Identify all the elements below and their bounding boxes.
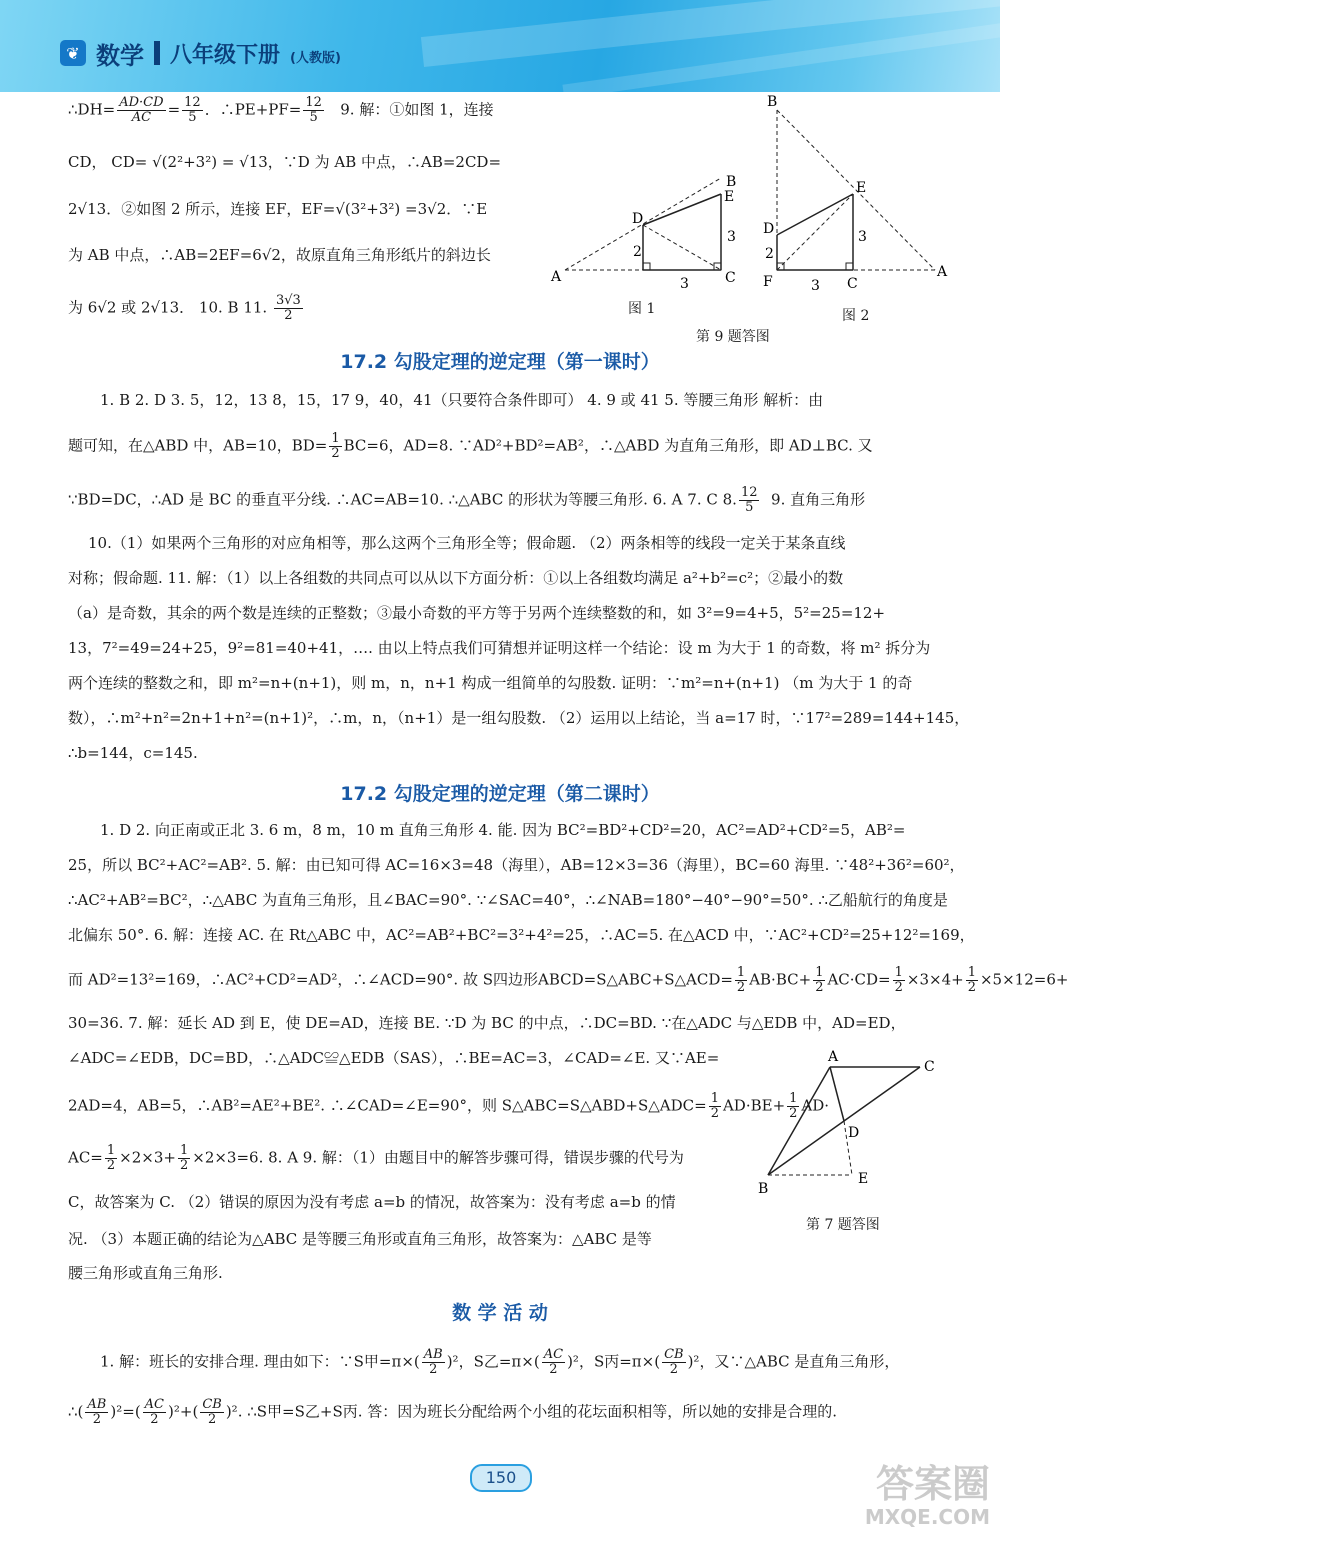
label-2: 2	[633, 244, 642, 260]
text-line: 两个连续的整数之和，即 m²=n+(n+1)，则 m，n，n+1 构成一组简单的勾股数. 证明：∵m²=n+(n+1) （m 为大于 1 的奇	[68, 674, 913, 692]
figure-caption: 图 2	[842, 308, 870, 324]
label-2: 2	[765, 246, 774, 262]
label-E: E	[858, 1171, 869, 1187]
text-line: 而 AD²=13²=169，∴AC²+CD²=AD²，∴∠ACD=90°. 故 S四边形ABCD=S△ABC+S△ACD= $\frac{1}{2}$ AB·BC+ $\frac{1}{2}$ AC·CD= $\frac{1}{2}$ ×3×4+ $\frac{1}{2}$ ×5×12=6+	[68, 965, 1069, 995]
watermark-url: MXQE.COM	[864, 1505, 990, 1529]
text-line: ∴b=144，c=145.	[68, 744, 198, 762]
text-line: 13，7²=49=24+25，9²=81=40+41，…. 由以上特点我们可猜想并证明这样一个结论：设 m 为大于 1 的奇数，将 m² 拆分为	[68, 639, 931, 657]
figure-9	[545, 90, 960, 330]
label-F: F	[763, 274, 773, 290]
label-A: A	[551, 269, 562, 285]
page-number: 150	[470, 1464, 532, 1492]
page-header	[0, 0, 1000, 92]
text-line: ∠ADC=∠EDB，DC=BD，∴△ADC≌△EDB（SAS），∴BE=AC=3，∠CAD=∠E. 又∵AE=	[68, 1049, 720, 1067]
label-A: A	[937, 264, 948, 280]
text-line: 1. D 2. 向正南或正北 3. 6 m，8 m，10 m 直角三角形 4. 能. 因为 BC²=BD²+CD²=20，AC²=AD²+CD²=5，AB²=	[100, 821, 906, 839]
text-line: ∴AC²+AB²=BC²，∴△ABC 为直角三角形，且∠BAC=90°. ∵∠SAC=40°，∴∠NAB=180°−40°−90°=50°. ∴乙船航行的角度是	[68, 891, 948, 909]
label-C: C	[847, 276, 858, 292]
figure-9-2	[763, 94, 948, 294]
text-line: 30=36. 7. 解：延长 AD 到 E，使 DE=AD，连接 BE. ∵D 为 BC 的中点，∴DC=BD. ∵在△ADC 与△EDB 中，AD=ED，	[68, 1014, 906, 1032]
label-D: D	[763, 221, 775, 237]
text-line: 25，所以 BC²+AC²=AB². 5. 解：由已知可得 AC=16×3=48（海里），AB=12×3=36（海里），BC=60 海里. ∵48²+36²=60²，	[68, 856, 965, 874]
figure-caption: 图 1	[628, 301, 656, 317]
text-line: 1. B 2. D 3. 5，12，13 8，15，17 9，40，41（只要符合条件即可） 4. 9 或 41 5. 等腰三角形 解析：由	[100, 391, 824, 409]
label-3: 3	[727, 229, 736, 245]
label-E: E	[856, 180, 867, 196]
text-line: 对称；假命题. 11. 解：（1）以上各组数的共同点可以从以下方面分析：①以上各组数均满足 a²+b²=c²；②最小的数	[68, 569, 844, 587]
subject-title: 数学	[96, 41, 144, 70]
watermark-text: 答案圈	[875, 1462, 990, 1506]
text-line: ∴DH= $\frac{AD\cdot CD}{AC}$ = $\frac{12}{5}$ ．∴PE+PF= $\frac{12}{5}$ 9. 解：①如图 1，连接	[68, 95, 494, 125]
figure-caption: 第 9 题答图	[696, 329, 770, 345]
label-B: B	[726, 174, 737, 190]
text-line: 2√13．②如图 2 所示，连接 EF，EF=√(3²+3²) =3√2．∵E	[68, 200, 488, 218]
grade-title: 八年级下册	[170, 42, 281, 68]
text-line: 为 AB 中点，∴AB=2EF=6√2，故原直角三角形纸片的斜边长	[68, 246, 491, 264]
figure-9-1	[550, 174, 736, 292]
text-line: 腰三角形或直角三角形.	[68, 1264, 223, 1282]
watermark	[810, 1462, 990, 1532]
label-D: D	[632, 211, 644, 227]
text-line: C，故答案为 C. （2）错误的原因为没有考虑 a=b 的情况，故答案为：没有考虑 a=b 的情	[68, 1193, 676, 1211]
label-E: E	[724, 189, 735, 205]
label-3: 3	[858, 229, 867, 245]
text-line: 北偏东 50°. 6. 解：连接 AC. 在 Rt△ABC 中，AC²=AB²+BC²=3²+4²=25，∴AC=5. 在△ACD 中，∵AC²+CD²=25+12²=169，	[68, 926, 975, 944]
text-line: AC= $\frac{1}{2}$ ×2×3+ $\frac{1}{2}$ ×2×3=6. 8. A 9. 解：（1）由题目中的解答步骤可得，错误步骤的代号为	[68, 1143, 684, 1173]
figure-caption: 第 7 题答图	[806, 1217, 880, 1233]
text-line: （a）是奇数，其余的两个数是连续的正整数；③最小奇数的平方等于另两个连续整数的和，如 3²=9=4+5，5²=25=12+	[68, 604, 886, 622]
figure-7	[752, 1045, 952, 1205]
text-line: 为 6√2 或 2√13． 10. B 11. $\frac{3√3}{2}$	[68, 293, 301, 323]
text-line: 数），∴m²+n²=2n+1+n²=(n+1)²，∴m，n，（n+1）是一组勾股数. （2）运用以上结论，当 a=17 时，∵17²=289=144+145，	[68, 709, 970, 727]
text-line: CD， CD= √(2²+3²) = √13，∵D 为 AB 中点，∴AB=2CD=	[68, 153, 502, 171]
header-divider	[154, 41, 160, 65]
label-A: A	[828, 1049, 839, 1065]
text-line: ∵BD=DC，∴AD 是 BC 的垂直平分线. ∴AC=AB=10. ∴△ABC 的形状为等腰三角形. 6. A 7. C 8. $\frac{12}{5}$ 9. 直角三角形	[68, 485, 866, 515]
text-line: 2AD=4，AB=5，∴AB²=AE²+BE². ∴∠CAD=∠E=90°，则 S△ABC=S△ABD+S△ADC= $\frac{1}{2}$ AD·BE+ $\frac{1}{2}$ AD·	[68, 1091, 830, 1121]
text-line: 况. （3）本题正确的结论为△ABC 是等腰三角形或直角三角形，故答案为：△ABC 是等	[68, 1230, 652, 1248]
header-bar	[60, 36, 341, 70]
text-line: 10.（1）如果两个三角形的对应角相等，那么这两个三角形全等；假命题. （2）两条相等的线段一定关于某条直线	[88, 534, 846, 552]
text-line: 题可知，在△ABD 中，AB=10，BD= $\frac{1}{2}$ BC=6，AD=8. ∵AD²+BD²=AB²，∴△ABD 为直角三角形，即 AD⊥BC. 又	[68, 431, 873, 461]
text-line: 1. 解：班长的安排合理. 理由如下：∵S甲=π×( $\frac{AB}{2}$ )²，S乙=π×( $\frac{AC}{2}$ )²，S丙=π×( $\frac{CB}{2}$ )²，又∵△ABC 是直角三角形，	[100, 1347, 900, 1377]
label-B: B	[758, 1181, 769, 1197]
edition-label: (人教版)	[290, 50, 341, 66]
label-3: 3	[680, 276, 689, 292]
label-C: C	[924, 1059, 935, 1075]
section-title: 数 学 活 动	[452, 1302, 548, 1324]
label-B: B	[767, 94, 778, 110]
label-C: C	[725, 270, 736, 286]
label-D: D	[848, 1125, 860, 1141]
section-title: 17.2 勾股定理的逆定理（第一课时）	[340, 351, 660, 373]
label-3: 3	[811, 278, 820, 294]
text-line: ∴( $\frac{AB}{2}$ )²=( $\frac{AC}{2}$ )²+( $\frac{CB}{2}$ )². ∴S甲=S乙+S丙. 答：因为班长分配给两个小组的花坛面积相等，所以她的安排是合理的.	[68, 1397, 838, 1427]
section-title: 17.2 勾股定理的逆定理（第二课时）	[340, 783, 660, 805]
leaf-logo-icon: ❦	[60, 40, 86, 66]
